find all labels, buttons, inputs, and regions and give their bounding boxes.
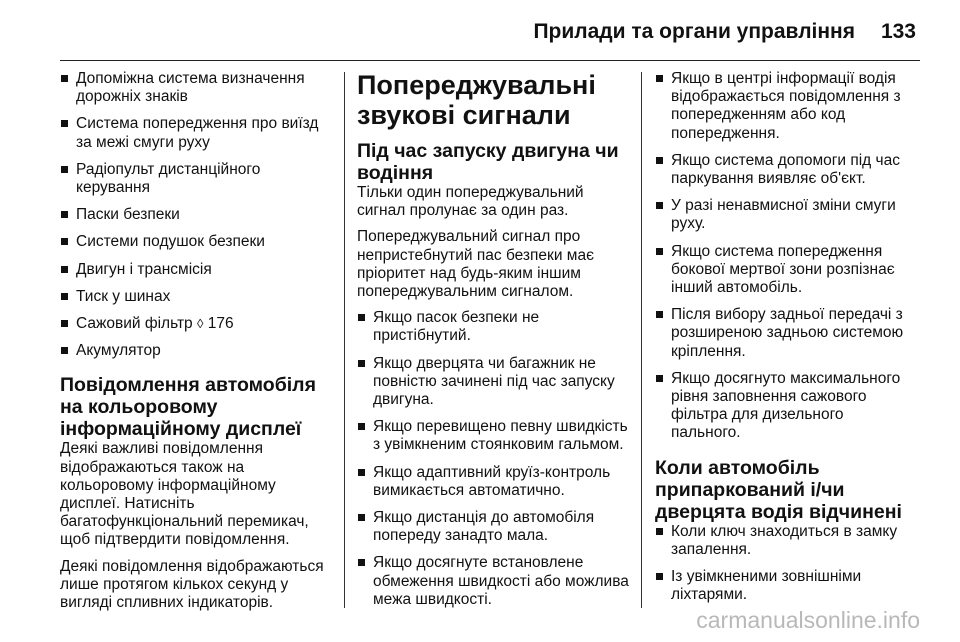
list-item: Якщо дверцята чи багажник не повністю зачинені під час запуску двигуна. [357, 355, 629, 410]
list-item: Системи подушок безпеки [60, 233, 332, 251]
bullet-square-icon [656, 202, 663, 209]
watermark: carmanualsonline.info [696, 607, 920, 633]
section-heading: Коли автомобіль припаркований і/чи дверцята водія відчинені [655, 456, 902, 523]
list-item: Якщо система попередження бокової мертвої зони розпізнає інший автомобіль. [655, 243, 915, 298]
column-middle [357, 70, 629, 618]
list-item: Коли ключ знаходиться в замку запалення. [655, 523, 915, 559]
paragraph: Попереджувальний сигнал про непристебнутий пас безпеки має пріоритет над будь-яким іншим попереджувальним сигналом. [357, 228, 594, 301]
column-divider-left [344, 72, 345, 608]
section-title: Попереджувальні звукові сигнали [357, 70, 596, 130]
list-item: Система попередження про виїзд за межі смуги руху [60, 115, 332, 151]
bullet-square-icon [61, 211, 68, 218]
bullet-square-icon [61, 238, 68, 245]
list-item: Акумулятор [60, 342, 332, 360]
list-item: Паски безпеки [60, 206, 332, 224]
section-heading: Повідомлення автомобіля на кольоровому інформаційному дисплеї [60, 374, 316, 441]
bullet-square-icon [656, 157, 663, 164]
bullet-square-icon [358, 559, 365, 566]
list-item: Допоміжна система визначення дорожніх знаків [60, 70, 332, 106]
list-item: Двигун і трансмісія [60, 261, 332, 279]
bullet-square-icon [358, 423, 365, 430]
list-item: Радіопульт дистанційного керування [60, 161, 332, 197]
page-number: 133 [880, 20, 916, 43]
bullet-square-icon [61, 347, 68, 354]
bullet-square-icon [358, 469, 365, 476]
bullet-square-icon [656, 311, 663, 318]
bullet-square-icon [656, 75, 663, 82]
bullet-square-icon [61, 293, 68, 300]
column-left [60, 70, 332, 620]
warning-conditions-list-continued [655, 70, 915, 443]
list-item: Тиск у шинах [60, 288, 332, 306]
paragraph: Тільки один попереджувальний сигнал пролунає за один раз. [357, 184, 584, 220]
bullet-square-icon [61, 320, 68, 327]
page-header [0, 0, 960, 62]
column-right [655, 70, 915, 613]
list-item: Якщо адаптивний круїз-контроль вимикається автоматично. [357, 464, 629, 500]
list-item: Із увімкненими зовнішніми ліхтарями. [655, 568, 915, 604]
bullet-square-icon [656, 528, 663, 535]
list-item: Після вибору задньої передачі з розширеною задньою системою кріплення. [655, 306, 915, 361]
bullet-square-icon [358, 514, 365, 521]
list-item: Сажовий фільтр ◊ 176 [60, 315, 332, 333]
page-reference-link[interactable]: 176 [207, 315, 234, 333]
paragraph: Деякі повідомлення відображаються лише протягом кількох секунд у вигляді спливних індикаторів. [60, 557, 324, 612]
bullet-square-icon [358, 314, 365, 321]
subsection-heading: Під час запуску двигуна чи водіння [357, 140, 619, 184]
column-divider-right [641, 72, 642, 608]
header-divider [60, 60, 920, 61]
page-reference-icon: ◊ [196, 316, 204, 332]
bullet-square-icon [358, 360, 365, 367]
list-item: Якщо система допомоги під час паркування виявляє об'єкт. [655, 152, 915, 188]
list-item: Якщо дистанція до автомобіля попереду занадто мала. [357, 509, 629, 545]
list-item: Якщо досягнуто максимального рівня заповнення сажового фільтра для дизельного пального. [655, 370, 915, 443]
list-item: Якщо пасок безпеки не пристібнутий. [357, 309, 629, 345]
bullet-square-icon [61, 266, 68, 273]
bullet-square-icon [61, 75, 68, 82]
bullet-square-icon [656, 248, 663, 255]
header-title: Прилади та органи управління [533, 20, 855, 43]
parked-conditions-list [655, 523, 915, 605]
bullet-square-icon [61, 166, 68, 173]
list-item: Якщо досягнуте встановлене обмеження швидкості або можлива межа швидкості. [357, 554, 629, 609]
list-item: У разі ненавмисної зміни смуги руху. [655, 197, 915, 233]
list-item: Якщо в центрі інформації водія відображається повідомлення з попередженням або код попередження. [655, 70, 915, 143]
bullet-square-icon [656, 375, 663, 382]
bullet-square-icon [656, 573, 663, 580]
paragraph: Деякі важливі повідомлення відображаються також на кольоровому інформаційному дисплеї. Натисніть багатофункціональний перемикач, щоб підтвердити повідомлення. [60, 440, 309, 549]
bullet-square-icon [61, 120, 68, 127]
systems-list [60, 70, 332, 360]
list-item: Якщо перевищено певну швидкість з увімкненим стоянковим гальмом. [357, 418, 629, 454]
warning-conditions-list [357, 309, 629, 609]
